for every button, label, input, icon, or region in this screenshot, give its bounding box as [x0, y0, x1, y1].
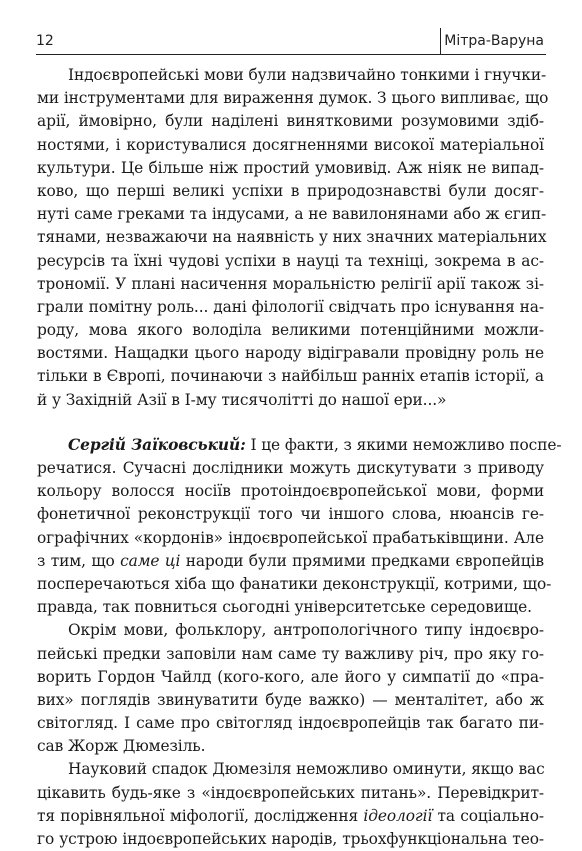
text-line: Сергій Заїковський: І це факти, з якими неможливо поспе- [68, 435, 562, 454]
text-line: світогляд. І саме про світогляд індоєвропейців так багато пи- [37, 714, 544, 733]
emphasis: ідеології [363, 806, 433, 825]
running-title: Мітра-Варуна [444, 33, 544, 49]
text-line: тільки в Європі, починаючи з найбільш ранніх етапів історії, а [37, 367, 544, 386]
text-line: з тим, що саме ці народи були прямими предками європейців [37, 551, 544, 570]
text-line: арії, ймовірно, були наділені винятковими розумовими здіб- [37, 112, 544, 131]
page-header [36, 26, 546, 55]
text-line: ми інструментами для вираження думок. З цього випливає, що [37, 89, 549, 108]
text-line: Індоєвропейські мови були надзвичайно тонкими і гнучки- [68, 66, 547, 84]
speaker-name: Сергій Заїковський: [68, 435, 246, 454]
text-line: речатися. Сучасні дослідники можуть дискутувати з приводу [37, 459, 544, 477]
text-line: го устрою індоєвропейських народів, трьохфункціональна тео- [37, 830, 544, 848]
text-line: ресурсів та їхні чудові успіхи в науці та техніці, зокрема в ас- [37, 251, 544, 270]
text-line: вих» поглядів звинуватити буде важко) — менталітет, або ж [37, 690, 544, 709]
text-line: посперечаються хіба що фанатики деконструкції, котрими, що- [37, 574, 552, 593]
page-number: 12 [36, 33, 54, 49]
text-line: Окрім мови, фольклору, антропологічного типу індоєвро- [68, 621, 544, 640]
text-line: культури. Це більше ніж простий умовивід. Аж ніяк не випад- [37, 158, 544, 177]
text-line: ографічних «кордонів» індоєвропейської прабатьківщини. Але [37, 528, 544, 547]
text-line: нуті саме греками та індусами, а не вавилонянами або ж єгип- [37, 205, 547, 224]
text-line: ково, що перші великі успіхи в природознавстві були досяг- [37, 181, 544, 200]
text-line: пейські предки заповіли нам саме ту важливу річ, про яку го- [37, 644, 544, 663]
paragraph-gap [37, 412, 544, 434]
text-line: тя порівняльної міфології, дослідження ідеології та соціально- [37, 806, 544, 825]
text-line: ностями, і користувалися досягненнями високої матеріальної [37, 135, 544, 154]
emphasis: саме ці [120, 551, 181, 570]
text-line: правда, так повниться сьогодні університетське середовище. [37, 598, 532, 617]
text-line: грали помітну роль... дані філології свідчать про існування на- [37, 297, 544, 316]
text-line: кольору волосся носіїв протоіндоєвропейської мови, форми [37, 482, 544, 501]
text-line: ворить Гордон Чайлд (кого-кого, але його у симпатії до «пра- [37, 667, 544, 686]
text-line: роду, мова якого володіла великими потенційними можли- [37, 321, 544, 340]
header-divider [440, 28, 441, 54]
text-line: сав Жорж Дюмезіль. [37, 737, 206, 756]
body-text [37, 64, 562, 851]
text-line: Науковий спадок Дюмезіля неможливо оминути, якщо вас [68, 760, 545, 779]
text-line: й у Західній Азії в І-му тисячолітті до нашої ери...» [37, 390, 447, 409]
text-line: тянами, незважаючи на наявність у них значних матеріальних [37, 228, 547, 247]
text-line: фонетичної реконструкції того чи іншого слова, нюансів ге- [37, 505, 544, 524]
text-line: востями. Нащадки цього народу відігравали провідну роль не [37, 344, 544, 363]
text-line: цікавить будь-яке з «індоєвропейських питань». Перевідкрит- [37, 783, 544, 802]
text-line: трономії. У плані насичення моральністю релігії арії також зі- [37, 274, 544, 293]
